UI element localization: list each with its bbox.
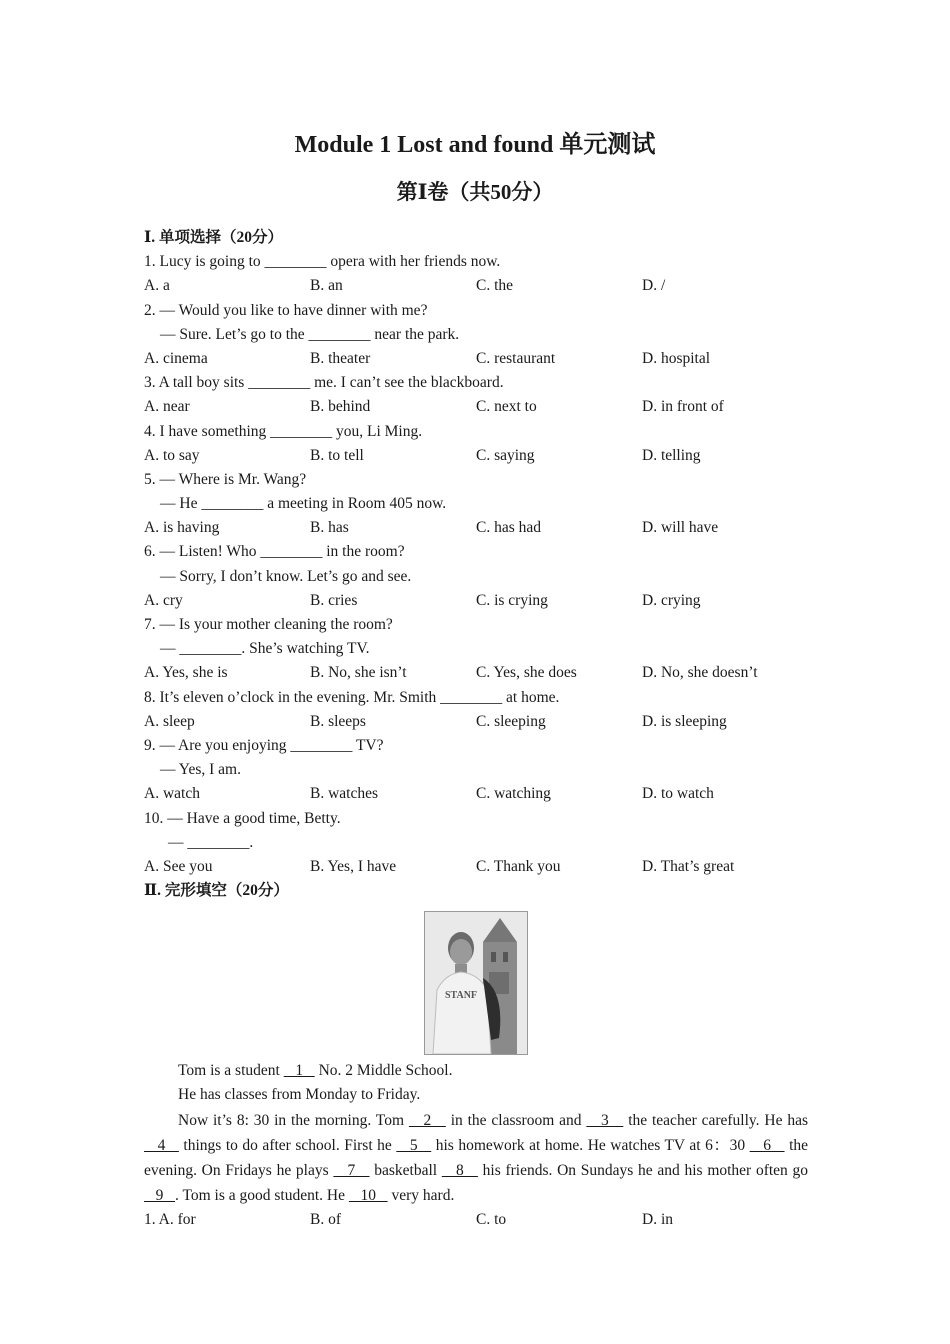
option[interactable]: B. Yes, I have [310, 857, 397, 875]
passage-text: Now it’s 8: 30 in the morning. Tom [178, 1111, 409, 1129]
blank-1: 1 [283, 1062, 315, 1080]
option[interactable]: C. watching [476, 785, 551, 803]
option[interactable]: B. sleeps [310, 712, 366, 730]
question-item [144, 613, 808, 686]
blank-6: 6 [749, 1136, 785, 1154]
passage-text: the evening. On Fridays he plays [144, 1136, 809, 1179]
page-title: Module 1 Lost and found 单元测试 [294, 132, 656, 158]
question-item [144, 420, 808, 468]
question-options [144, 516, 808, 540]
passage-text: in the classroom and [445, 1111, 587, 1129]
question-options [144, 710, 808, 734]
question-stem: 4. I have something ________ you, Li Ming. [144, 422, 423, 440]
blank-8: 8 [441, 1161, 478, 1179]
question-options [144, 782, 808, 806]
question-options [144, 395, 808, 419]
student-photo-svg [425, 912, 527, 1054]
option[interactable]: B. has [310, 519, 349, 537]
question-item [144, 734, 808, 807]
question-options [144, 347, 808, 371]
question-stem: 10. — Have a good time, Betty. [144, 809, 341, 827]
passage-text: things to do after school. First he [178, 1136, 397, 1154]
option[interactable]: C. next to [476, 398, 537, 416]
paper-part-title: 第Ⅰ卷（共50分） [396, 180, 554, 204]
question-item [144, 299, 808, 372]
option[interactable]: D. That’s great [642, 857, 735, 875]
option[interactable]: D. crying [642, 591, 701, 609]
question-dialogue-line: — ________. [168, 833, 254, 851]
option[interactable]: C. the [476, 277, 514, 295]
question-options [144, 661, 808, 685]
option[interactable]: D. telling [642, 446, 701, 464]
option[interactable]: A. to say [144, 446, 200, 464]
option[interactable]: B. an [310, 277, 343, 295]
question-stem: 6. — Listen! Who ________ in the room? [144, 543, 405, 561]
option[interactable]: A. watch [144, 785, 200, 803]
option[interactable]: C. sleeping [476, 712, 546, 730]
option[interactable]: C. to [476, 1210, 507, 1228]
question-stem: 2. — Would you like to have dinner with me? [144, 301, 428, 319]
passage-text: very hard. [387, 1186, 455, 1204]
passage-text: the teacher carefully. He has [623, 1111, 809, 1129]
passage-text: No. 2 Middle School. [314, 1062, 453, 1080]
option[interactable]: B. watches [310, 785, 379, 803]
question-stem: 1. Lucy is going to ________ opera with her friends now. [144, 253, 501, 271]
blank-7: 7 [333, 1161, 370, 1179]
option[interactable]: A. a [144, 277, 170, 295]
option[interactable]: B. to tell [310, 446, 364, 464]
option[interactable]: A. cry [144, 591, 183, 609]
option[interactable]: B. No, she isn’t [310, 664, 407, 682]
question-options [144, 855, 808, 879]
option[interactable]: B. cries [310, 591, 358, 609]
question-stem: 5. — Where is Mr. Wang? [144, 470, 307, 488]
option[interactable]: C. saying [476, 446, 535, 464]
question-item [144, 807, 808, 880]
question-dialogue-line: — ________. She’s watching TV. [160, 640, 370, 658]
question-item [144, 686, 808, 734]
blank-10: 10 [348, 1186, 388, 1204]
section1-heading: Ⅰ. 单项选择（20分） [144, 229, 284, 246]
option[interactable]: C. has had [476, 519, 542, 537]
option[interactable]: D. in [642, 1210, 673, 1228]
option[interactable]: D. will have [642, 519, 719, 537]
question-item [144, 468, 808, 541]
option[interactable]: B. theater [310, 349, 371, 367]
option[interactable]: D. / [642, 277, 666, 295]
blank-3: 3 [586, 1111, 624, 1129]
question-options [144, 274, 808, 298]
question-options [144, 444, 808, 468]
blank-4: 4 [144, 1136, 179, 1154]
cloze-q1-options [144, 1208, 808, 1232]
option[interactable]: A. cinema [144, 349, 208, 367]
option[interactable]: B. of [310, 1210, 341, 1228]
test-content [144, 226, 808, 1232]
question-item [144, 371, 808, 419]
question-stem: 3. A tall boy sits ________ me. I can’t see the blackboard. [144, 374, 504, 392]
passage-text: basketball [369, 1161, 442, 1179]
passage-line-1 [144, 1059, 808, 1083]
passage-line-2: He has classes from Monday to Friday. [178, 1086, 421, 1104]
option[interactable]: C. restaurant [476, 349, 556, 367]
blank-2: 2 [408, 1111, 446, 1129]
passage-text: his homework at home. He watches TV at 6：30 [431, 1136, 750, 1154]
option[interactable]: A. near [144, 398, 190, 416]
option[interactable]: C. is crying [476, 591, 548, 609]
photo-area [144, 903, 808, 1059]
shirt-text: STANF [445, 990, 478, 1002]
section2-heading: Ⅱ. 完形填空（20分） [144, 882, 289, 900]
passage-paragraph [144, 1108, 808, 1208]
option[interactable]: A. is having [144, 519, 220, 537]
question-stem: 8. It’s eleven o’clock in the evening. Mr. Smith ________ at home. [144, 688, 560, 706]
question-options [144, 589, 808, 613]
option[interactable]: D. hospital [642, 349, 711, 367]
question-dialogue-line: — Sure. Let’s go to the ________ near the park. [160, 325, 460, 343]
passage-text: Tom is a student [178, 1062, 280, 1080]
question-item [144, 250, 808, 298]
option[interactable]: D. No, she doesn’t [642, 664, 758, 682]
question-dialogue-line: — Sorry, I don’t know. Let’s go and see. [160, 567, 412, 585]
option[interactable]: D. is sleeping [642, 712, 727, 730]
option[interactable]: D. to watch [642, 785, 714, 803]
passage-text: . Tom is a good student. He [175, 1186, 349, 1204]
option[interactable]: A. Yes, she is [144, 664, 228, 682]
blank-9: 9 [144, 1186, 175, 1204]
question-dialogue-line: — He ________ a meeting in Room 405 now. [160, 495, 447, 513]
option[interactable]: A. sleep [144, 712, 195, 730]
passage-text: his friends. On Sundays he and his mother often go [477, 1161, 809, 1179]
question-item [144, 540, 808, 613]
question-stem: 9. — Are you enjoying ________ TV? [144, 736, 384, 754]
question-dialogue-line: — Yes, I am. [160, 761, 241, 779]
option[interactable]: C. Yes, she does [476, 664, 577, 682]
student-photo-icon [424, 911, 528, 1055]
option[interactable]: 1. A. for [144, 1210, 196, 1228]
option[interactable]: B. behind [310, 398, 371, 416]
question-list [144, 250, 808, 879]
option[interactable]: D. in front of [642, 398, 724, 416]
question-stem: 7. — Is your mother cleaning the room? [144, 616, 393, 633]
option[interactable]: A. See you [144, 857, 213, 875]
option[interactable]: C. Thank you [476, 857, 561, 875]
blank-5: 5 [396, 1136, 432, 1154]
